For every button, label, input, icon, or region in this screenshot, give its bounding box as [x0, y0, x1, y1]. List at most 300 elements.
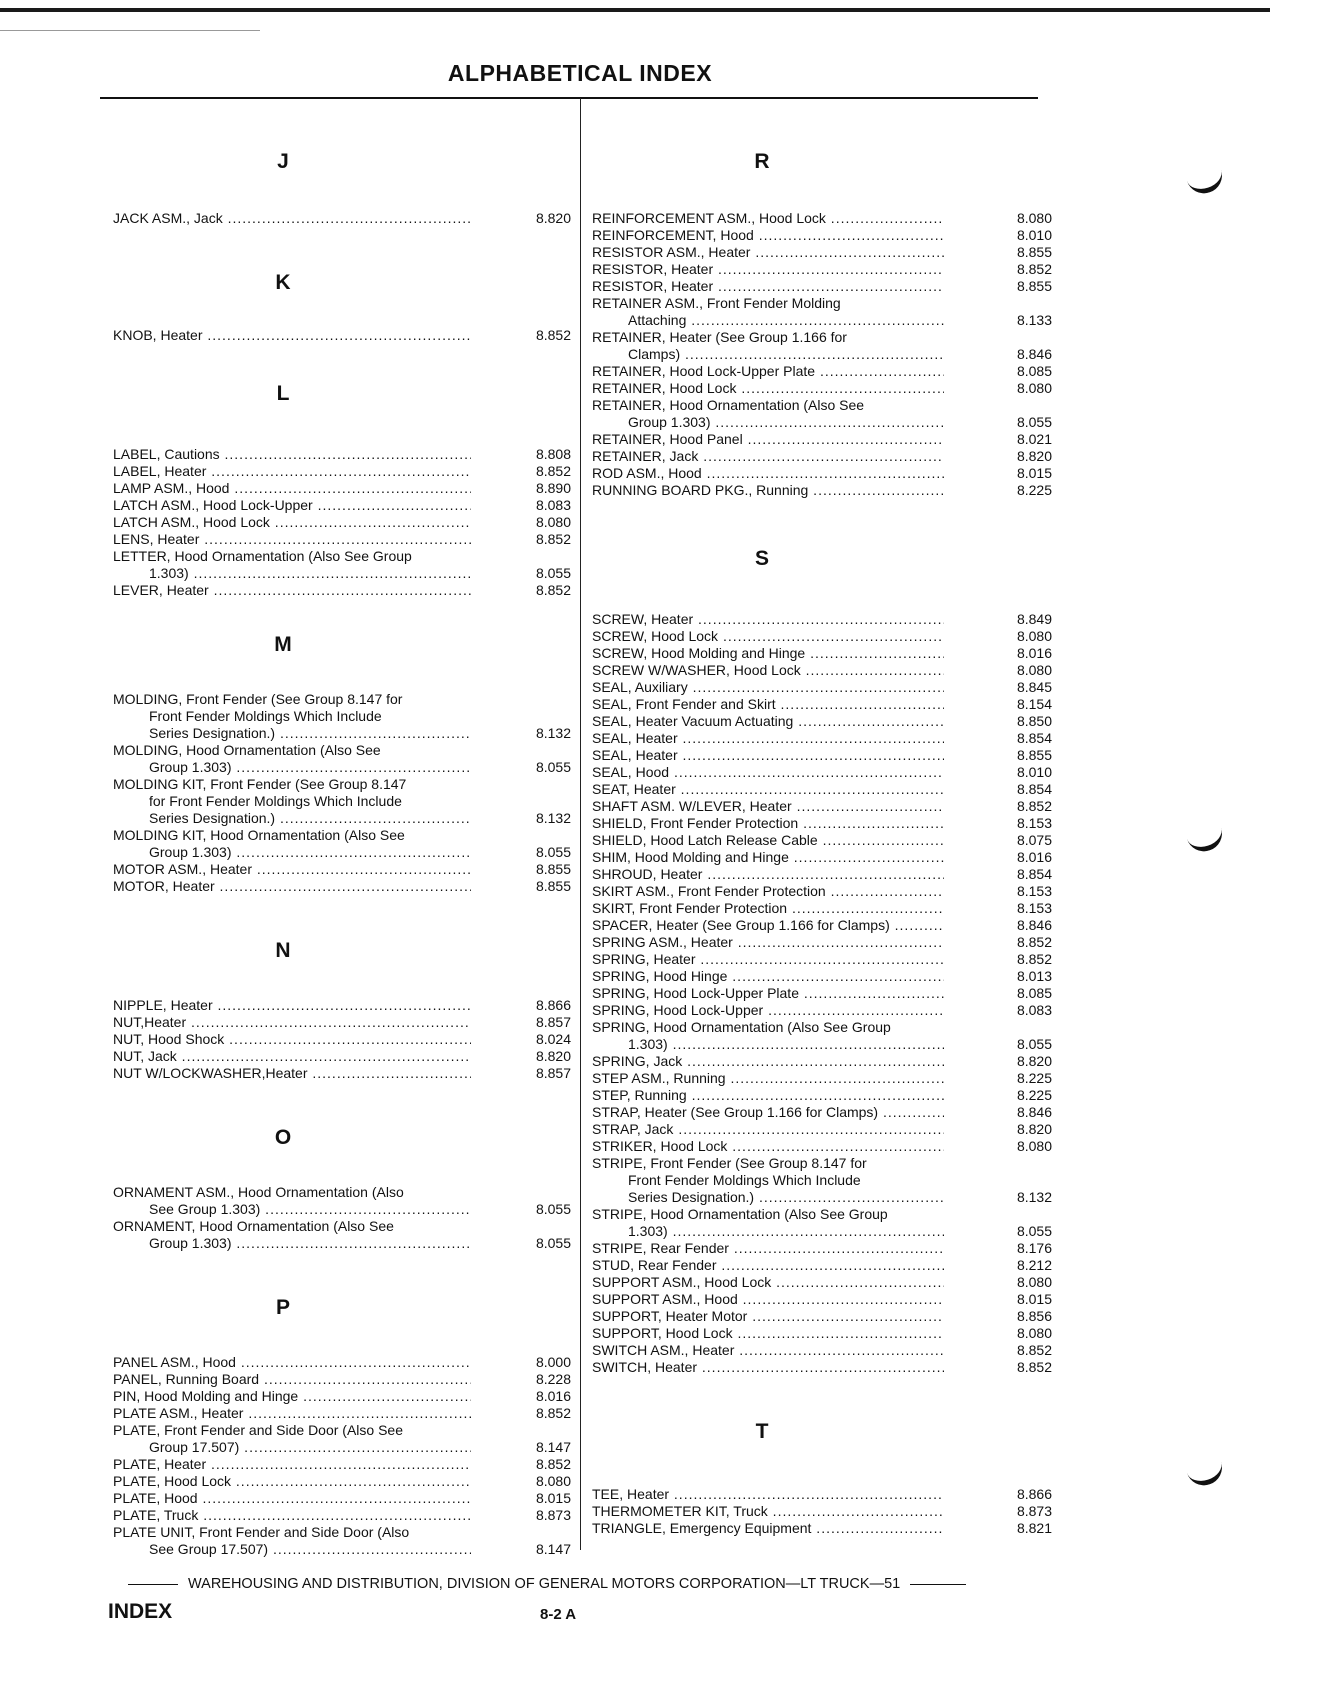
entry-line: RETAINER, Jack .....: [592, 448, 944, 465]
footer-text: WAREHOUSING AND DISTRIBUTION, DIVISION OF GENERAL MOTORS CORPORATION—LT TRUCK—51: [188, 1576, 901, 1592]
entry-group-number: 8.083: [1016, 1002, 1052, 1018]
binder-hole-mark: [1185, 165, 1226, 198]
index-entry: [113, 1354, 573, 1371]
entry-group-number: 8.080: [1016, 380, 1052, 396]
entry-group-number: 8.846: [1016, 917, 1052, 933]
entry-text: [592, 1520, 944, 1537]
entry-group-number: 8.852: [1016, 934, 1052, 950]
entry-line: SPRING, Hood Hinge .....: [592, 968, 944, 985]
entry-text: [113, 1524, 471, 1558]
entry-text: [113, 446, 471, 463]
entry-text: [113, 1354, 471, 1371]
entry-text: [592, 730, 944, 747]
entry-group-number: 8.016: [1016, 645, 1052, 661]
entry-line: SUPPORT, Heater Motor .....: [592, 1308, 944, 1325]
index-entry: [113, 1014, 573, 1031]
index-entry: [113, 514, 573, 531]
entry-text: [592, 1155, 944, 1206]
index-entry: [113, 776, 573, 827]
entry-group-number: 8.228: [535, 1371, 571, 1387]
entry-line: SPACER, Heater (See Group 1.166 for Clamps) .....: [592, 917, 944, 934]
entry-line: Group 1.303) .....: [113, 844, 471, 861]
entry-text: [592, 397, 944, 431]
page-number: 8-2 A: [540, 1606, 577, 1623]
entry-group-number: 8.820: [1016, 1053, 1052, 1069]
index-entry: [592, 883, 1052, 900]
index-entry: [113, 997, 573, 1014]
index-entry: [113, 480, 573, 497]
entry-group-number: 8.808: [535, 446, 571, 462]
index-entry: [113, 878, 573, 895]
index-entry: [592, 764, 1052, 781]
index-entry: [113, 548, 573, 582]
index-entry: [592, 1308, 1052, 1325]
index-entry: [592, 227, 1052, 244]
index-entry: [592, 295, 1052, 329]
entry-line: SHIM, Hood Molding and Hinge .....: [592, 849, 944, 866]
entry-text: [113, 1031, 471, 1048]
entry-line: Series Designation.) .....: [113, 810, 471, 827]
index-entry: [113, 1507, 573, 1524]
entry-text: [592, 900, 944, 917]
entry-text: [592, 261, 944, 278]
entry-group-number: 8.866: [1016, 1486, 1052, 1502]
entry-group-number: 8.873: [535, 1507, 571, 1523]
top-rule-thin: [0, 30, 260, 31]
entry-group-number: 8.055: [535, 565, 571, 581]
entry-line: STEP ASM., Running .....: [592, 1070, 944, 1087]
index-entry: [113, 582, 573, 599]
footer-line: [128, 1576, 1048, 1592]
entry-line: PLATE, Heater .....: [113, 1456, 471, 1473]
entry-line: SEAL, Hood .....: [592, 764, 944, 781]
entry-line: Attaching .....: [592, 312, 944, 329]
index-entry: [113, 827, 573, 861]
entry-line: RETAINER, Heater (See Group 1.166 for: [592, 329, 847, 345]
index-entry: [592, 1155, 1052, 1206]
index-entry: [113, 531, 573, 548]
entry-group-number: 8.212: [1016, 1257, 1052, 1273]
entry-line: ORNAMENT ASM., Hood Ornamentation (Also: [113, 1184, 404, 1200]
index-entry: [113, 210, 573, 227]
letter-heading: T: [755, 1420, 769, 1443]
entry-group-number: 8.010: [1016, 227, 1052, 243]
index-entry: [592, 1291, 1052, 1308]
entry-line: SPRING, Hood Lock-Upper .....: [592, 1002, 944, 1019]
entry-text: [113, 1405, 471, 1422]
right-column: [592, 110, 1052, 1537]
entry-text: [592, 1274, 944, 1291]
index-entry: [592, 244, 1052, 261]
entry-text: [592, 380, 944, 397]
entry-group-number: 8.147: [535, 1541, 571, 1557]
entry-text: [592, 1486, 944, 1503]
entry-text: [592, 448, 944, 465]
entry-line: SUPPORT ASM., Hood Lock .....: [592, 1274, 944, 1291]
index-entry: [113, 497, 573, 514]
entry-line: LAMP ASM., Hood .....: [113, 480, 471, 497]
index-entry: [592, 363, 1052, 380]
entry-group-number: 8.132: [535, 725, 571, 741]
entry-group-number: 8.055: [1016, 414, 1052, 430]
entry-line: STRIPE, Front Fender (See Group 8.147 for: [592, 1155, 867, 1171]
entry-group-number: 8.855: [1016, 244, 1052, 260]
entry-line: 1.303) .....: [592, 1036, 944, 1053]
entry-line: RETAINER, Hood Ornamentation (Also See: [592, 397, 865, 413]
entry-text: [592, 917, 944, 934]
index-entry: [113, 1456, 573, 1473]
entry-line: SPRING, Heater .....: [592, 951, 944, 968]
entry-line: REINFORCEMENT ASM., Hood Lock .....: [592, 210, 944, 227]
entry-line: Series Designation.) .....: [592, 1189, 944, 1206]
entry-text: [113, 514, 471, 531]
title-rule: [100, 97, 1038, 99]
entry-line: SEAL, Heater .....: [592, 730, 944, 747]
entry-group-number: 8.016: [535, 1388, 571, 1404]
entry-line: Front Fender Moldings Which Include: [628, 1172, 861, 1188]
entry-group-number: 8.015: [1016, 1291, 1052, 1307]
binder-hole-mark: [1185, 1457, 1226, 1490]
binder-hole-mark: [1185, 823, 1226, 856]
entry-text: [113, 776, 471, 827]
entry-group-number: 8.855: [1016, 278, 1052, 294]
entry-group-number: 8.854: [1016, 730, 1052, 746]
entry-line: SPRING, Jack .....: [592, 1053, 944, 1070]
index-entry: [592, 832, 1052, 849]
entry-line: SCREW, Heater .....: [592, 611, 944, 628]
entry-group-number: 8.147: [535, 1439, 571, 1455]
entry-line: TRIANGLE, Emergency Equipment .....: [592, 1520, 944, 1537]
index-entry: [113, 1048, 573, 1065]
entry-line: KNOB, Heater .....: [113, 327, 471, 344]
entry-line: PANEL, Running Board .....: [113, 1371, 471, 1388]
entry-text: [113, 1473, 471, 1490]
entry-line: MOLDING KIT, Hood Ornamentation (Also See: [113, 827, 405, 843]
entry-text: [592, 1019, 944, 1053]
entry-text: [592, 764, 944, 781]
entry-group-number: 8.852: [535, 582, 571, 598]
entry-text: [592, 1503, 944, 1520]
entry-line: PLATE, Hood .....: [113, 1490, 471, 1507]
entry-text: [113, 463, 471, 480]
index-entry: [592, 482, 1052, 499]
index-entry: [592, 917, 1052, 934]
index-entry: [113, 691, 573, 742]
entry-line: ORNAMENT, Hood Ornamentation (Also See: [113, 1218, 394, 1234]
letter-heading: N: [275, 939, 291, 962]
entry-line: SEAT, Heater .....: [592, 781, 944, 798]
entry-text: [592, 1359, 944, 1376]
entry-text: [113, 531, 471, 548]
entry-text: [592, 210, 944, 227]
entry-line: SEAL, Auxiliary .....: [592, 679, 944, 696]
entry-group-number: 8.083: [535, 497, 571, 513]
entry-line: NUT,Heater .....: [113, 1014, 471, 1031]
entry-line: STRIKER, Hood Lock .....: [592, 1138, 944, 1155]
entry-text: [113, 878, 471, 895]
entry-group-number: 8.225: [1016, 1070, 1052, 1086]
entry-group-number: 8.820: [535, 1048, 571, 1064]
entry-line: NUT, Jack .....: [113, 1048, 471, 1065]
letter-heading: L: [276, 382, 290, 405]
entry-text: [113, 1048, 471, 1065]
entry-line: LATCH ASM., Hood Lock-Upper .....: [113, 497, 471, 514]
entry-group-number: 8.055: [1016, 1223, 1052, 1239]
entry-group-number: 8.846: [1016, 1104, 1052, 1120]
index-entry: [592, 380, 1052, 397]
section-label: INDEX: [108, 1600, 173, 1623]
footer-dash-right: [910, 1584, 966, 1585]
entry-group-number: 8.024: [535, 1031, 571, 1047]
entry-group-number: 8.852: [1016, 951, 1052, 967]
entry-group-number: 8.821: [1016, 1520, 1052, 1536]
entry-group-number: 8.852: [535, 327, 571, 343]
entry-text: [592, 1308, 944, 1325]
entry-group-number: 8.855: [535, 861, 571, 877]
entry-text: [592, 329, 944, 363]
entry-line: PLATE, Truck .....: [113, 1507, 471, 1524]
entry-line: SEAL, Heater .....: [592, 747, 944, 764]
entry-line: PIN, Hood Molding and Hinge .....: [113, 1388, 471, 1405]
index-entry: [592, 900, 1052, 917]
entry-group-number: 8.154: [1016, 696, 1052, 712]
entry-text: [592, 849, 944, 866]
entry-text: [592, 227, 944, 244]
entry-text: [113, 1388, 471, 1405]
entry-line: MOLDING, Hood Ornamentation (Also See: [113, 742, 381, 758]
entry-group-number: 8.153: [1016, 883, 1052, 899]
entry-line: 1.303) .....: [592, 1223, 944, 1240]
entry-text: [592, 1325, 944, 1342]
entry-group-number: 8.852: [535, 463, 571, 479]
entry-text: [113, 582, 471, 599]
index-entry: [113, 1218, 573, 1252]
entry-line: SHIELD, Front Fender Protection .....: [592, 815, 944, 832]
entry-line: SEAL, Heater Vacuum Actuating .....: [592, 713, 944, 730]
entry-group-number: 8.000: [535, 1354, 571, 1370]
entry-group-number: 8.080: [535, 514, 571, 530]
entry-line: REINFORCEMENT, Hood .....: [592, 227, 944, 244]
entry-text: [592, 482, 944, 499]
entry-line: STRAP, Jack .....: [592, 1121, 944, 1138]
entry-text: [113, 1507, 471, 1524]
entry-group-number: 8.855: [1016, 747, 1052, 763]
entry-line: Front Fender Moldings Which Include: [149, 708, 382, 724]
index-entry: [113, 1388, 573, 1405]
entry-group-number: 8.132: [535, 810, 571, 826]
index-entry: [592, 815, 1052, 832]
entry-text: [592, 645, 944, 662]
entry-group-number: 8.854: [1016, 781, 1052, 797]
entry-text: [113, 327, 471, 344]
entry-line: Group 1.303) .....: [113, 759, 471, 776]
index-entry: [592, 985, 1052, 1002]
entry-group-number: 8.080: [1016, 628, 1052, 644]
entry-group-number: 8.855: [535, 878, 571, 894]
entry-group-number: 8.055: [535, 844, 571, 860]
entry-text: [113, 861, 471, 878]
index-entry: [592, 696, 1052, 713]
entry-text: [113, 1456, 471, 1473]
entry-line: SCREW W/WASHER, Hood Lock .....: [592, 662, 944, 679]
entry-line: STUD, Rear Fender .....: [592, 1257, 944, 1274]
entry-line: PANEL ASM., Hood .....: [113, 1354, 471, 1371]
entry-text: [592, 295, 944, 329]
entry-group-number: 8.857: [535, 1014, 571, 1030]
entry-text: [592, 951, 944, 968]
entry-group-number: 8.845: [1016, 679, 1052, 695]
entry-group-number: 8.055: [535, 759, 571, 775]
entry-line: SKIRT ASM., Front Fender Protection .....: [592, 883, 944, 900]
entry-line: for Front Fender Moldings Which Include: [149, 793, 402, 809]
entry-group-number: 8.015: [535, 1490, 571, 1506]
entry-group-number: 8.013: [1016, 968, 1052, 984]
entry-text: [592, 1342, 944, 1359]
entry-text: [592, 1002, 944, 1019]
entry-line: Clamps) .....: [592, 346, 944, 363]
entry-line: 1.303) .....: [113, 565, 471, 582]
entry-line: RETAINER, Hood Lock-Upper Plate .....: [592, 363, 944, 380]
entry-text: [592, 713, 944, 730]
entry-line: MOTOR, Heater .....: [113, 878, 471, 895]
entry-line: RESISTOR ASM., Heater .....: [592, 244, 944, 261]
index-entry: [592, 1138, 1052, 1155]
entry-text: [592, 1257, 944, 1274]
entry-group-number: 8.849: [1016, 611, 1052, 627]
index-entry: [592, 679, 1052, 696]
entry-text: [113, 1490, 471, 1507]
index-entry: [592, 1274, 1052, 1291]
entry-group-number: 8.225: [1016, 1087, 1052, 1103]
entry-text: [592, 431, 944, 448]
index-entry: [592, 1070, 1052, 1087]
entry-group-number: 8.133: [1016, 312, 1052, 328]
entry-line: RESISTOR, Heater .....: [592, 278, 944, 295]
entry-group-number: 8.016: [1016, 849, 1052, 865]
entry-text: [113, 1065, 471, 1082]
index-entry: [592, 1206, 1052, 1240]
entry-line: SHIELD, Hood Latch Release Cable .....: [592, 832, 944, 849]
index-entry: [592, 1342, 1052, 1359]
entry-group-number: 8.857: [535, 1065, 571, 1081]
index-entry: [592, 849, 1052, 866]
entry-text: [592, 679, 944, 696]
entry-line: LATCH ASM., Hood Lock .....: [113, 514, 471, 531]
entry-line: Group 1.303) .....: [592, 414, 944, 431]
index-entry: [592, 1503, 1052, 1520]
entry-text: [592, 934, 944, 951]
entry-text: [592, 465, 944, 482]
index-entry: [592, 431, 1052, 448]
entry-group-number: 8.021: [1016, 431, 1052, 447]
entry-line: STRAP, Heater (See Group 1.166 for Clamps) .....: [592, 1104, 944, 1121]
letter-heading: S: [754, 547, 769, 570]
entry-line: LABEL, Heater .....: [113, 463, 471, 480]
entry-text: [592, 1138, 944, 1155]
entry-line: RETAINER, Hood Panel .....: [592, 431, 944, 448]
entry-text: [113, 997, 471, 1014]
entry-group-number: 8.846: [1016, 346, 1052, 362]
index-entry: [592, 781, 1052, 798]
entry-line: MOTOR ASM., Heater .....: [113, 861, 471, 878]
page-title: ALPHABETICAL INDEX: [447, 60, 713, 86]
entry-line: NUT, Hood Shock .....: [113, 1031, 471, 1048]
index-entry: [592, 210, 1052, 227]
entry-text: [592, 798, 944, 815]
index-entry: [113, 1473, 573, 1490]
index-entry: [592, 1002, 1052, 1019]
entry-line: SUPPORT, Hood Lock .....: [592, 1325, 944, 1342]
entry-group-number: 8.852: [1016, 798, 1052, 814]
entry-group-number: 8.153: [1016, 815, 1052, 831]
entry-text: [592, 1087, 944, 1104]
entry-line: NUT W/LOCKWASHER,Heater .....: [113, 1065, 471, 1082]
entry-group-number: 8.850: [1016, 713, 1052, 729]
index-entry: [592, 1325, 1052, 1342]
entry-text: [113, 1184, 471, 1218]
entry-group-number: 8.075: [1016, 832, 1052, 848]
entry-group-number: 8.153: [1016, 900, 1052, 916]
entry-group-number: 8.873: [1016, 1503, 1052, 1519]
entry-group-number: 8.085: [1016, 985, 1052, 1001]
entry-line: SWITCH ASM., Heater .....: [592, 1342, 944, 1359]
index-entry: [113, 446, 573, 463]
entry-line: SHAFT ASM. W/LEVER, Heater .....: [592, 798, 944, 815]
entry-text: [592, 278, 944, 295]
entry-text: [113, 210, 471, 227]
entry-text: [113, 691, 471, 742]
entry-line: STRIPE, Rear Fender .....: [592, 1240, 944, 1257]
entry-line: PLATE, Hood Lock .....: [113, 1473, 471, 1490]
entry-line: MOLDING KIT, Front Fender (See Group 8.147: [113, 776, 407, 792]
entry-line: NIPPLE, Heater .....: [113, 997, 471, 1014]
index-entry: [592, 934, 1052, 951]
index-entry: [592, 628, 1052, 645]
index-entry: [592, 1121, 1052, 1138]
entry-group-number: 8.055: [1016, 1036, 1052, 1052]
entry-text: [592, 866, 944, 883]
index-entry: [113, 1405, 573, 1422]
letter-heading: P: [275, 1296, 290, 1319]
letter-heading: M: [274, 633, 292, 656]
entry-text: [592, 1070, 944, 1087]
entry-line: Group 17.507) .....: [113, 1439, 471, 1456]
entry-text: [592, 244, 944, 261]
index-entry: [592, 968, 1052, 985]
entry-text: [592, 628, 944, 645]
index-entry: [592, 713, 1052, 730]
entry-line: SKIRT, Front Fender Protection .....: [592, 900, 944, 917]
entry-group-number: 8.176: [1016, 1240, 1052, 1256]
entry-text: [592, 1104, 944, 1121]
entry-text: [592, 1291, 944, 1308]
entry-group-number: 8.820: [1016, 448, 1052, 464]
index-entry: [592, 1520, 1052, 1537]
entry-line: RESISTOR, Heater .....: [592, 261, 944, 278]
entry-line: SPRING, Hood Lock-Upper Plate .....: [592, 985, 944, 1002]
entry-text: [113, 1014, 471, 1031]
index-entry: [592, 448, 1052, 465]
index-entry: [592, 465, 1052, 482]
index-entry: [113, 861, 573, 878]
index-entry: [113, 1371, 573, 1388]
entry-group-number: 8.080: [1016, 210, 1052, 226]
letter-heading: R: [754, 150, 770, 173]
entry-group-number: 8.852: [535, 531, 571, 547]
entry-group-number: 8.820: [535, 210, 571, 226]
entry-line: Series Designation.) .....: [113, 725, 471, 742]
index-entry: [113, 1031, 573, 1048]
